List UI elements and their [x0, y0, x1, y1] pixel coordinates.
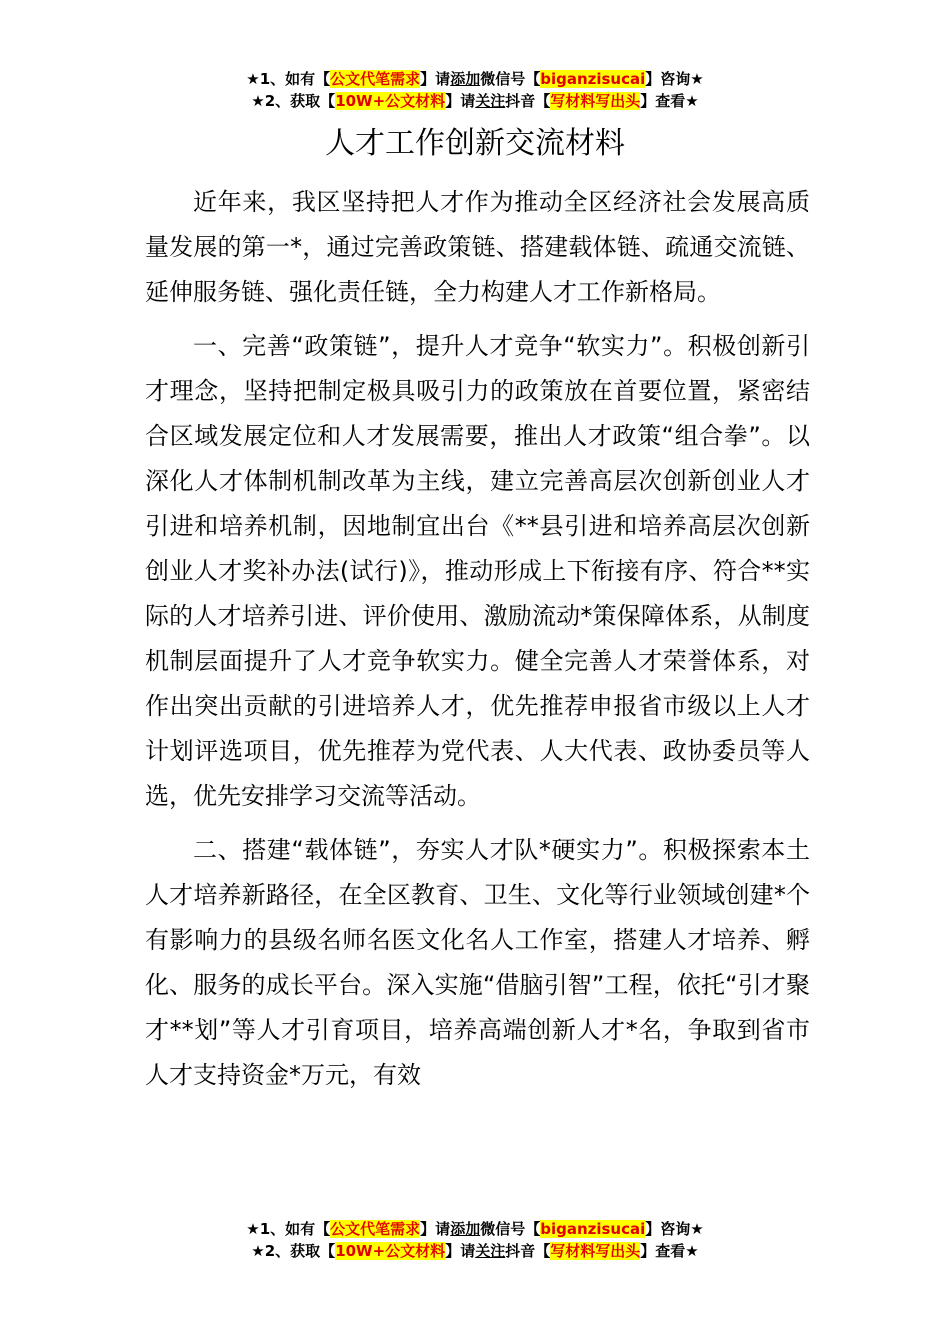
banner-line-1 — [0, 1218, 950, 1240]
banner-text: 】请 — [420, 1220, 451, 1238]
banner-text: ★2、获取【 — [251, 92, 336, 110]
banner-highlight: biganzisucai — [540, 70, 646, 88]
banner-underline: 关注 — [475, 92, 506, 110]
banner-text: 】查看★ — [640, 1242, 699, 1260]
banner-underline: 关注 — [475, 1242, 506, 1260]
document-title: 人才工作创新交流材料 — [325, 126, 625, 161]
banner-text: 】请 — [445, 92, 476, 110]
banner-highlight: 写材料写出头 — [550, 92, 641, 110]
banner-text: 】咨询★ — [645, 70, 704, 88]
header-banner — [0, 68, 950, 112]
banner-text: 】请 — [445, 1242, 476, 1260]
banner-text: 】查看★ — [640, 92, 699, 110]
banner-line-2 — [0, 1240, 950, 1262]
banner-highlight: 10W+公文材料 — [335, 1242, 446, 1260]
document-body — [145, 180, 810, 1107]
banner-highlight: 10W+公文材料 — [335, 92, 446, 110]
banner-text: ★2、获取【 — [251, 1242, 336, 1260]
paragraph: 二、搭建“载体链”，夯实人才队*硬实力”。积极探索本土人才培养新路径，在全区教育、卫生、文化等行业领域创建*个有影响力的县级名师名医文化名人工作室，搭建人才培养、孵化、服务的成长平台。深入实施“借脑引智”工程，依托“引才聚才**划”等人才引育项目，培养高端创新人才*名，争取到省市人才支持资金*万元，有效 — [145, 836, 810, 1089]
banner-highlight: 写材料写出头 — [550, 1242, 641, 1260]
banner-text: 微信号【 — [480, 1220, 541, 1238]
banner-text: 微信号【 — [480, 70, 541, 88]
banner-highlight: 公文代笔需求 — [330, 1220, 421, 1238]
banner-underline: 添加 — [450, 70, 481, 88]
banner-highlight: 公文代笔需求 — [330, 70, 421, 88]
banner-line-2 — [0, 90, 950, 112]
banner-text: ★1、如有【 — [246, 1220, 331, 1238]
footer-banner — [0, 1218, 950, 1262]
banner-text: 】请 — [420, 70, 451, 88]
banner-line-1 — [0, 68, 950, 90]
banner-text: ★1、如有【 — [246, 70, 331, 88]
banner-highlight: biganzisucai — [540, 1220, 646, 1238]
banner-underline: 添加 — [450, 1220, 481, 1238]
banner-text: 抖音【 — [505, 1242, 551, 1260]
banner-text: 】咨询★ — [645, 1220, 704, 1238]
paragraph: 近年来，我区坚持把人才作为推动全区经济社会发展高质量发展的第一*，通过完善政策链、搭建载体链、疏通交流链、延伸服务链、强化责任链，全力构建人才工作新格局。 — [145, 188, 810, 306]
banner-text: 抖音【 — [505, 92, 551, 110]
paragraph: 一、完善“政策链”，提升人才竞争“软实力”。积极创新引才理念，坚持把制定极具吸引力的政策放在首要位置，紧密结合区域发展定位和人才发展需要，推出人才政策“组合拳”。以深化人才体制机制改革为主线，建立完善高层次创新创业人才引进和培养机制，因地制宜出台《**县引进和培养高层次创新创业人才奖补办法(试行)》，推动形成上下衔接有序、符合**实际的人才培养引进、评价使用、激励流动*策保障体系，从制度机制层面提升了人才竞争软实力。健全完善人才荣誉体系，对作出突出贡献的引进培养人才，优先推荐申报省市级以上人才计划评选项目，优先推荐为党代表、人大代表、政协委员等人选，优先安排学习交流等活动。 — [145, 332, 810, 810]
